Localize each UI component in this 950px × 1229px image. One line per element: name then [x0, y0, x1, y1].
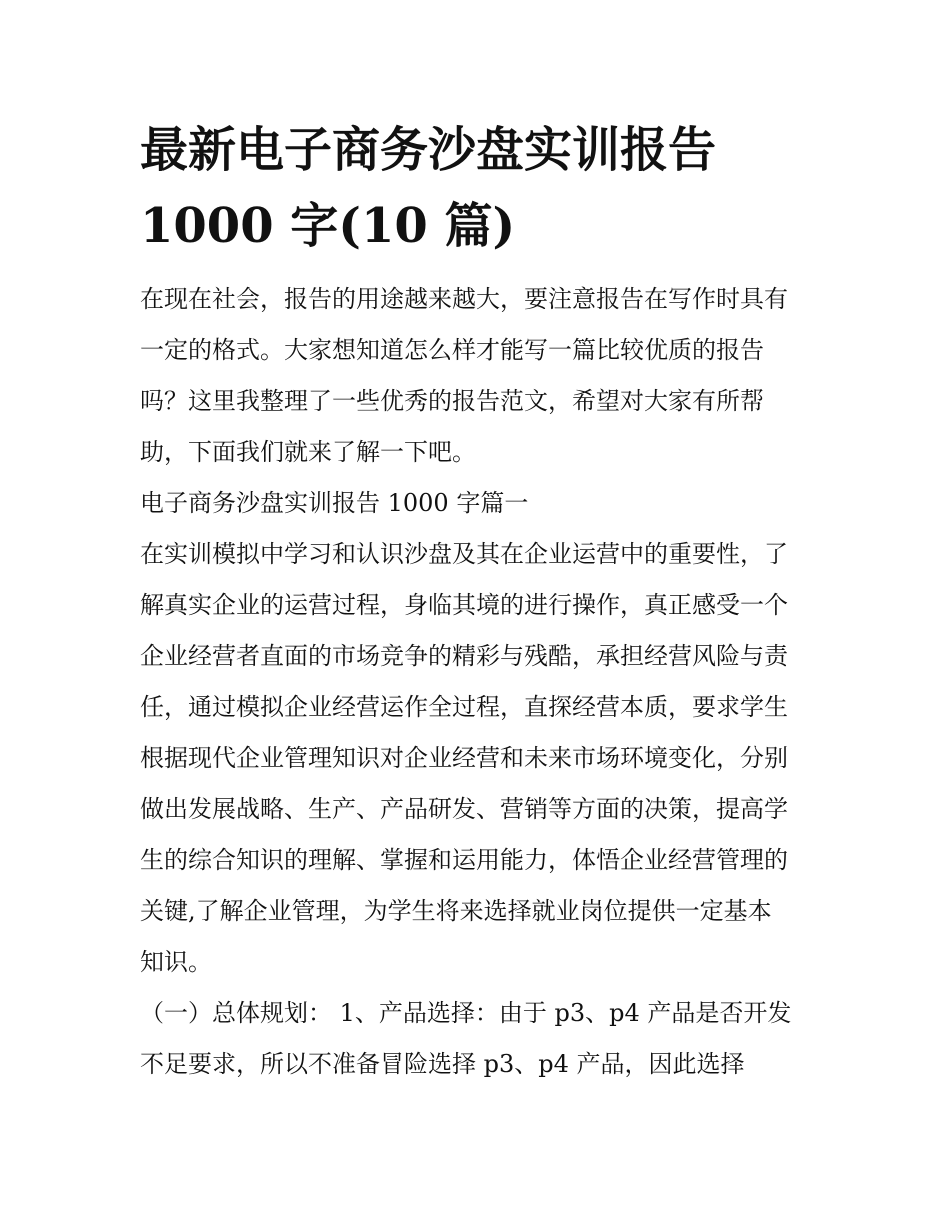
plan-line: （一）总体规划： 1、产品选择：由于 p3、p4 产品是否开发: [140, 999, 792, 1027]
document-title-line-1: 最新电子商务沙盘实训报告: [140, 122, 717, 178]
body-line: 任，通过模拟企业经营运作全过程，直探经营本质，要求学生: [140, 693, 788, 721]
section-heading: 电子商务沙盘实训报告 1000 字篇一: [140, 489, 529, 517]
intro-line: 助，下面我们就来了解一下吧。: [140, 438, 476, 466]
body-line: 根据现代企业管理知识对企业经营和未来市场环境变化，分别: [140, 744, 788, 772]
plan-line: 不足要求，所以不准备冒险选择 p3、p4 产品，因此选择: [140, 1050, 745, 1078]
body-line: 做出发展战略、生产、产品研发、营销等方面的决策，提高学: [140, 795, 788, 823]
intro-line: 一定的格式。大家想知道怎么样才能写一篇比较优质的报告: [140, 336, 764, 364]
intro-line: 在现在社会，报告的用途越来越大，要注意报告在写作时具有: [140, 285, 788, 313]
body-line: 解真实企业的运营过程，身临其境的进行操作，真正感受一个: [140, 591, 788, 619]
document-page: [140, 112, 820, 1090]
body-paragraph: [140, 529, 820, 988]
intro-line: 吗？这里我整理了一些优秀的报告范文，希望对大家有所帮: [140, 387, 764, 415]
body-line: 知识。: [140, 948, 212, 976]
document-title-line-2: 1000 字(10 篇): [140, 198, 516, 254]
body-line: 在实训模拟中学习和认识沙盘及其在企业运营中的重要性，了: [140, 540, 788, 568]
plan-paragraph: [140, 988, 820, 1090]
body-line: 生的综合知识的理解、掌握和运用能力，体悟企业经营管理的: [140, 846, 788, 874]
body-line: 关键,了解企业管理，为学生将来选择就业岗位提供一定基本: [140, 897, 772, 925]
intro-paragraph: [140, 274, 820, 478]
body-line: 企业经营者直面的市场竞争的精彩与残酷，承担经营风险与责: [140, 642, 788, 670]
